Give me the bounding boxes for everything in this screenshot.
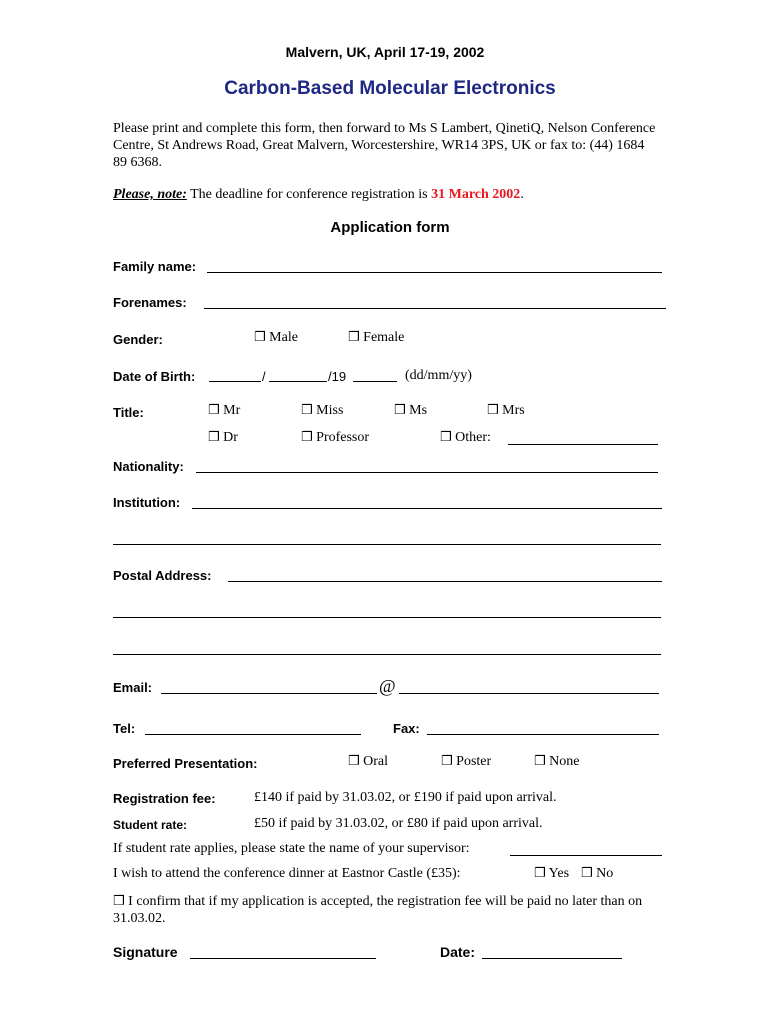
dob-day-field[interactable]	[209, 381, 261, 382]
checkbox-icon: ❒	[534, 866, 546, 881]
dob-format: (dd/mm/yy)	[405, 368, 472, 383]
checkbox-icon: ❒	[113, 894, 125, 909]
checkbox-icon: ❒	[348, 330, 360, 345]
tel-field[interactable]	[145, 734, 361, 735]
title-ms-option[interactable]	[394, 403, 427, 419]
postal-address-field-line-2[interactable]	[113, 617, 661, 618]
checkbox-icon: ❒	[301, 403, 313, 418]
forenames-field[interactable]	[204, 308, 666, 309]
title-mr-option[interactable]	[208, 403, 240, 419]
checkbox-icon: ❒	[440, 430, 452, 445]
postal-address-field[interactable]	[228, 581, 662, 582]
option-label: Professor	[316, 430, 370, 445]
registration-fee-text: £140 if paid by 31.03.02, or £190 if paid upon arrival.	[254, 790, 557, 805]
checkbox-icon: ❒	[581, 866, 593, 881]
checkbox-icon: ❒	[208, 430, 220, 445]
intro-paragraph: Please print and complete this form, then forward to Ms S Lambert, QinetiQ, Nelson Conference Centre, St Andrews Road, Great Malvern, Worcestershire, WR14 3PS, UK or fax to: (44) 1684 89 6368.	[113, 121, 656, 170]
supervisor-text: If student rate applies, please state the name of your supervisor:	[113, 841, 470, 856]
checkbox-icon: ❒	[208, 403, 220, 418]
gender-label: Gender:	[113, 332, 163, 347]
option-label: Oral	[363, 754, 389, 769]
option-label: Poster	[456, 754, 492, 769]
option-label: Yes	[548, 866, 570, 881]
option-label: Female	[363, 330, 405, 345]
student-rate-label: Student rate:	[113, 818, 188, 832]
option-label: No	[596, 866, 614, 881]
postal-address-label: Postal Address:	[113, 568, 212, 583]
dob-label: Date of Birth:	[113, 369, 196, 384]
presentation-label: Preferred Presentation:	[113, 756, 258, 771]
note-text: The deadline for conference registration is	[186, 187, 432, 202]
presentation-poster-option[interactable]	[441, 754, 491, 770]
title-professor-option[interactable]	[301, 430, 369, 446]
checkbox-icon: ❒	[301, 430, 313, 445]
tel-label: Tel:	[113, 721, 136, 736]
nationality-label: Nationality:	[113, 459, 184, 474]
nationality-field[interactable]	[196, 472, 658, 473]
at-sign: @	[379, 676, 396, 696]
title-other-option[interactable]	[440, 430, 491, 446]
checkbox-icon: ❒	[487, 403, 499, 418]
institution-field[interactable]	[192, 508, 662, 509]
gender-female-option[interactable]	[348, 330, 404, 346]
note-label: Please, note:	[113, 187, 187, 202]
dob-separator: /	[262, 369, 266, 384]
checkbox-icon: ❒	[348, 754, 360, 769]
dinner-text: I wish to attend the conference dinner at Eastnor Castle (£35):	[113, 866, 461, 881]
email-label: Email:	[113, 680, 153, 695]
dinner-no-option[interactable]	[581, 866, 613, 882]
checkbox-icon: ❒	[394, 403, 406, 418]
signature-label: Signature	[113, 944, 178, 960]
title-mrs-option[interactable]	[487, 403, 525, 419]
date-field[interactable]	[482, 958, 622, 959]
title-dr-option[interactable]	[208, 430, 238, 446]
option-label: Mrs	[502, 403, 525, 418]
event-line: Malvern, UK, April 17-19, 2002	[285, 44, 485, 60]
date-label: Date:	[440, 944, 476, 960]
option-label: Male	[269, 330, 298, 345]
confirm-statement[interactable]	[113, 893, 658, 927]
presentation-none-option[interactable]	[534, 754, 579, 770]
dob-year-prefix: /19	[328, 369, 347, 384]
option-label: None	[549, 754, 580, 769]
title-label: Title:	[113, 405, 144, 420]
fax-field[interactable]	[427, 734, 659, 735]
option-label: Dr	[223, 430, 238, 445]
title-other-field[interactable]	[508, 444, 658, 445]
presentation-oral-option[interactable]	[348, 754, 388, 770]
deadline-note	[113, 187, 524, 203]
document-title: Carbon-Based Molecular Electronics	[224, 78, 556, 99]
title-miss-option[interactable]	[301, 403, 343, 419]
dinner-yes-option[interactable]	[534, 866, 569, 882]
option-label: Mr	[223, 403, 241, 418]
option-label: Miss	[316, 403, 344, 418]
student-rate-text: £50 if paid by 31.03.02, or £80 if paid upon arrival.	[254, 816, 543, 831]
checkbox-icon: ❒	[254, 330, 266, 345]
family-name-field[interactable]	[207, 272, 662, 273]
option-label: Ms	[409, 403, 428, 418]
note-end: .	[520, 187, 524, 202]
supervisor-field[interactable]	[510, 855, 662, 856]
family-name-label: Family name:	[113, 259, 197, 274]
checkbox-icon: ❒	[534, 754, 546, 769]
checkbox-icon: ❒	[441, 754, 453, 769]
gender-male-option[interactable]	[254, 330, 298, 346]
registration-fee-label: Registration fee:	[113, 791, 216, 806]
institution-label: Institution:	[113, 495, 181, 510]
form-heading: Application form	[330, 219, 450, 236]
signature-field[interactable]	[190, 958, 376, 959]
deadline-date: 31 March 2002	[431, 187, 521, 202]
confirm-text: I confirm that if my application is accepted, the registration fee will be paid no later than on 31.03.02.	[113, 894, 643, 926]
option-label: Other:	[455, 430, 491, 445]
email-domain-field[interactable]	[399, 693, 659, 694]
forenames-label: Forenames:	[113, 295, 187, 310]
dob-year-field[interactable]	[353, 381, 397, 382]
dob-month-field[interactable]	[269, 381, 327, 382]
email-user-field[interactable]	[161, 693, 377, 694]
fax-label: Fax:	[393, 721, 420, 736]
postal-address-field-line-3[interactable]	[113, 654, 661, 655]
institution-field-line-2[interactable]	[113, 544, 661, 545]
